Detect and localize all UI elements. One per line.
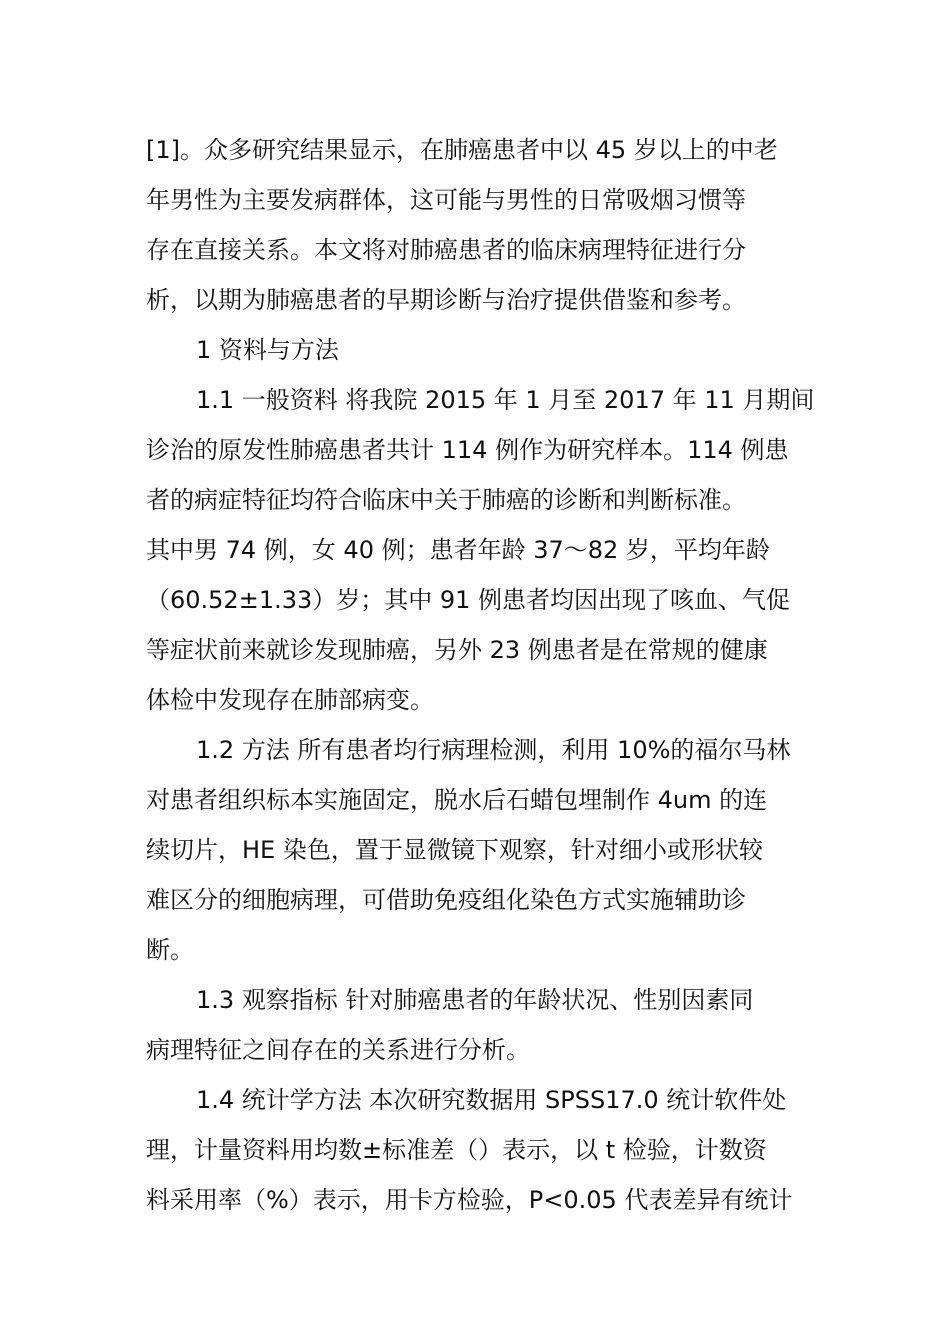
text-line: 存在直接关系。本文将对肺癌患者的临床病理特征进行分 [146, 236, 746, 264]
text-line: 体检中发现存在肺部病变。 [146, 686, 434, 714]
text-line: 析，以期为肺癌患者的早期诊断与治疗提供借鉴和参考。 [146, 286, 746, 314]
section-heading: 1 资料与方法 [196, 336, 339, 364]
text-line: 对患者组织标本实施固定，脱水后石蜡包埋制作 4um 的连 [146, 786, 768, 814]
text-line: [1]。众多研究结果显示，在肺癌患者中以 45 岁以上的中老 [146, 136, 778, 164]
text-line: 续切片，HE 染色，置于显微镜下观察，针对细小或形状较 [146, 836, 763, 864]
text-line: 者的病症特征均符合临床中关于肺癌的诊断和判断标准。 [146, 486, 746, 514]
text-line: 1.4 统计学方法 本次研究数据用 SPSS17.0 统计软件处 [196, 1086, 787, 1114]
text-line: 1.2 方法 所有患者均行病理检测，利用 10%的福尔马林 [196, 736, 791, 764]
text-line: 断。 [146, 936, 194, 964]
text-line: 料采用率（%）表示，用卡方检验，P<0.05 代表差异有统计 [146, 1186, 793, 1214]
text-line: 诊治的原发性肺癌患者共计 114 例作为研究样本。114 例患 [146, 436, 789, 464]
text-line: 1.3 观察指标 针对肺癌患者的年龄状况、性别因素同 [196, 986, 754, 1014]
text-line: 难区分的细胞病理，可借助免疫组化染色方式实施辅助诊 [146, 886, 746, 914]
text-line: 等症状前来就诊发现肺癌，另外 23 例患者是在常规的健康 [146, 636, 768, 664]
text-line: 1.1 一般资料 将我院 2015 年 1 月至 2017 年 11 月期间 [196, 386, 815, 414]
text-line: 其中男 74 例，女 40 例；患者年龄 37～82 岁，平均年龄 [146, 536, 770, 564]
text-line: （60.52±1.33）岁；其中 91 例患者均因出现了咳血、气促 [146, 586, 791, 614]
text-line: 年男性为主要发病群体，这可能与男性的日常吸烟习惯等 [146, 186, 746, 214]
text-line: 病理特征之间存在的关系进行分析。 [146, 1036, 530, 1064]
text-line: 理，计量资料用均数±标准差（）表示，以 t 检验，计数资 [146, 1136, 767, 1164]
